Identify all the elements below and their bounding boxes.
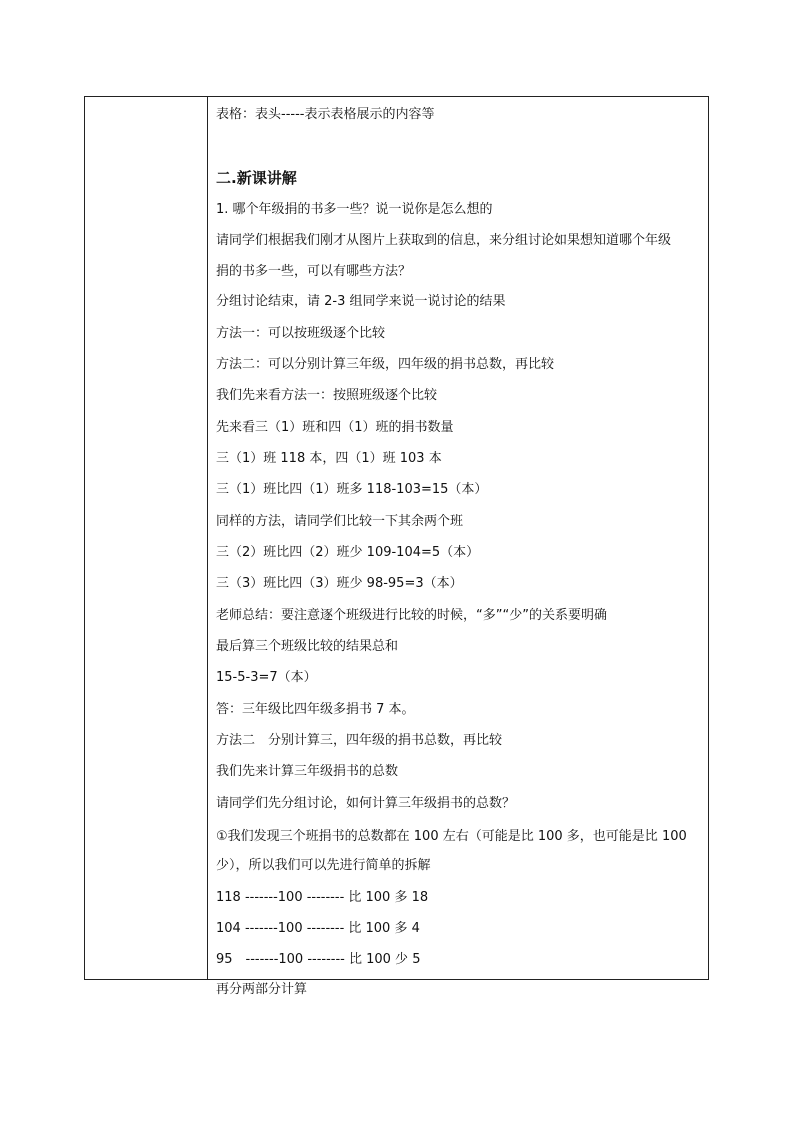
text-line: 95 -------100 -------- 比 100 少 5 [216, 952, 421, 967]
text-line: 请同学们先分组讨论，如何计算三年级捐书的总数？ [216, 796, 516, 811]
text-line: 三（3）班比四（3）班少 98-95=3（本） [216, 576, 463, 591]
text-line: 方法二：可以分别计算三年级，四年级的捐书总数，再比较 [216, 357, 555, 372]
text-line: 捐的书多一些，可以有哪些方法？ [216, 264, 412, 279]
text-line: 再分两部分计算 [216, 982, 308, 997]
text-line: 三（2）班比四（2）班少 109-104=5（本） [216, 545, 480, 560]
text-line: 方法二 分别计算三，四年级的捐书总数，再比较 [216, 733, 503, 748]
text-line: 1. 哪个年级捐的书多一些？说一说你是怎么想的 [216, 202, 493, 217]
text-line: 表格：表头-----表示表格展示的内容等 [216, 107, 435, 122]
text-line: ①我们发现三个班捐书的总数都在 100 左右（可能是比 100 多，也可能是比 100 [216, 829, 687, 844]
text-line: 答：三年级比四年级多捐书 7 本。 [216, 702, 415, 717]
text-line: 请同学们根据我们刚才从图片上获取到的信息，来分组讨论如果想知道哪个年级 [216, 233, 672, 248]
text-line: 少），所以我们可以先进行简单的拆解 [216, 858, 431, 873]
text-line: 我们先来计算三年级捐书的总数 [216, 764, 399, 779]
column-divider [207, 97, 208, 979]
text-line: 三（1）班 118 本，四（1）班 103 本 [216, 451, 442, 466]
text-line: 最后算三个班级比较的结果总和 [216, 639, 399, 654]
text-line: 104 -------100 -------- 比 100 多 4 [216, 921, 420, 936]
section-heading: 二.新课讲解 [216, 169, 297, 187]
text-line: 15-5-3=7（本） [216, 670, 317, 685]
text-line: 分组讨论结束，请 2-3 组同学来说一说讨论的结果 [216, 294, 506, 309]
text-line: 同样的方法，请同学们比较一下其余两个班 [216, 514, 464, 529]
text-line: 先来看三（1）班和四（1）班的捐书数量 [216, 420, 454, 435]
text-line: 三（1）班比四（1）班多 118-103=15（本） [216, 482, 488, 497]
text-line: 118 -------100 -------- 比 100 多 18 [216, 890, 429, 905]
text-line: 老师总结：要注意逐个班级进行比较的时候，“多”“少”的关系要明确 [216, 608, 607, 623]
text-line: 我们先来看方法一：按照班级逐个比较 [216, 388, 438, 403]
lesson-table [84, 96, 709, 997]
text-line: 方法一：可以按班级逐个比较 [216, 326, 386, 341]
